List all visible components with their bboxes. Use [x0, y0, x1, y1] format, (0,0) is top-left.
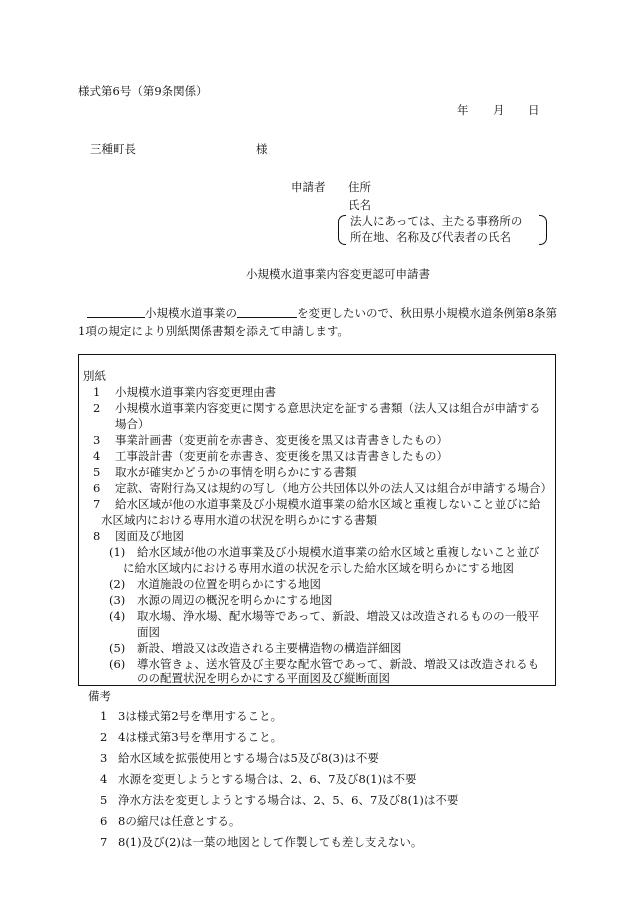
attachment-item-cont: 水区域内における専用水道の状況を明らかにする書類	[101, 513, 377, 527]
body-line-1	[87, 306, 557, 320]
attachment-item: 5 取水が確実かどうかの事情を明らかにする書類	[93, 465, 357, 479]
attachment-item: 4 工事設計書（変更前を赤書き、変更後を黒又は青書きしたもの）	[93, 449, 449, 463]
notes-heading: 備考	[88, 689, 111, 703]
body-part1: 小規模水道事業の	[145, 306, 237, 320]
blank-field-1	[87, 306, 145, 318]
body-line-2: 1項の規定により別紙関係書類を添えて申請します。	[78, 324, 349, 338]
attachment-subitem: (5) 新設、増設又は改造される主要構造物の構造詳細図	[109, 641, 402, 655]
attachment-subitem: (3) 水源の周辺の概況を明らかにする地図	[109, 593, 333, 607]
page-title: 小規模水道事業内容変更認可申請書	[246, 267, 430, 281]
address-label: 住所	[348, 180, 371, 194]
note-item: 3 給水区域を拡張使用とする場合は5及び8(3)は不要	[100, 751, 379, 765]
blank-field-2	[237, 306, 297, 318]
attachment-item: 6 定款、寄附行為又は規約の写し（地方公共団体以外の法人又は組合が申請する場合）	[93, 481, 552, 495]
attachment-subitem: (1) 給水区域が他の水道事業及び小規模水道事業の給水区域と重複しないこと並び	[109, 545, 540, 559]
attachment-item: 7 給水区域が他の水道事業及び小規模水道事業の給水区域と重複しないこと並びに給	[93, 497, 541, 511]
note-item: 5 浄水方法を変更しようとする場合は、2、5、6、7及び8(1)は不要	[100, 793, 459, 807]
name-label: 氏名	[348, 198, 371, 212]
left-bracket	[338, 215, 346, 245]
attachment-subitem: (2) 水道施設の位置を明らかにする地図	[109, 577, 321, 591]
date-day: 日	[528, 103, 540, 117]
attachment-heading: 別紙	[83, 369, 106, 383]
note-item: 2 4は様式第3号を準用すること。	[100, 730, 283, 744]
applicant-note-line1: 法人にあっては、主たる事務所の	[350, 214, 523, 228]
attachment-item: 8 図面及び地図	[93, 529, 184, 543]
attachment-subitem-cont: 面図	[137, 625, 160, 639]
note-item: 6 8の縮尺は任意とする。	[100, 814, 241, 828]
attachment-subitem-cont: のの配置状況を明らかにする平面図及び縦断面図	[137, 671, 390, 685]
addressee-name: 三種町長	[90, 142, 136, 156]
attachment-subitem: (6) 導水管きょ、送水管及び主要な配水管であって、新設、増設又は改造されるも	[109, 657, 540, 671]
attachment-item-cont: 場合）	[115, 417, 150, 431]
note-item: 4 水源を変更しようとする場合は、2、6、7及び8(1)は不要	[100, 772, 417, 786]
form-id: 様式第6号（第9条関係）	[78, 84, 208, 98]
attachment-subitem-cont: に給水区域内における専用水道の状況を示した給水区域を明らかにする地図	[123, 561, 514, 575]
attachment-box	[78, 354, 556, 686]
date-year: 年	[457, 103, 469, 117]
attachment-item: 2 小規模水道事業内容変更に関する意思決定を証する書類（法人又は組合が申請する	[93, 401, 541, 415]
addressee-honorific: 様	[256, 142, 268, 156]
right-bracket	[539, 215, 547, 245]
body-part2: を変更したいので、秋田県小規模水道条例第8条第	[297, 306, 558, 320]
attachment-item: 1 小規模水道事業内容変更理由書	[93, 385, 276, 399]
note-item: 1 3は様式第2号を準用すること。	[100, 709, 283, 723]
note-item: 7 8(1)及び(2)は一葉の地図として作製しても差し支えない。	[100, 835, 423, 849]
date-month: 月	[493, 103, 505, 117]
attachment-item: 3 事業計画書（変更前を赤書き、変更後を黒又は青書きしたもの）	[93, 433, 449, 447]
applicant-note-line2: 所在地、名称及び代表者の氏名	[350, 230, 511, 244]
attachment-subitem: (4) 取水場、浄水場、配水場等であって、新設、増設又は改造されるものの一般平	[109, 609, 540, 623]
applicant-label: 申請者	[291, 180, 326, 194]
